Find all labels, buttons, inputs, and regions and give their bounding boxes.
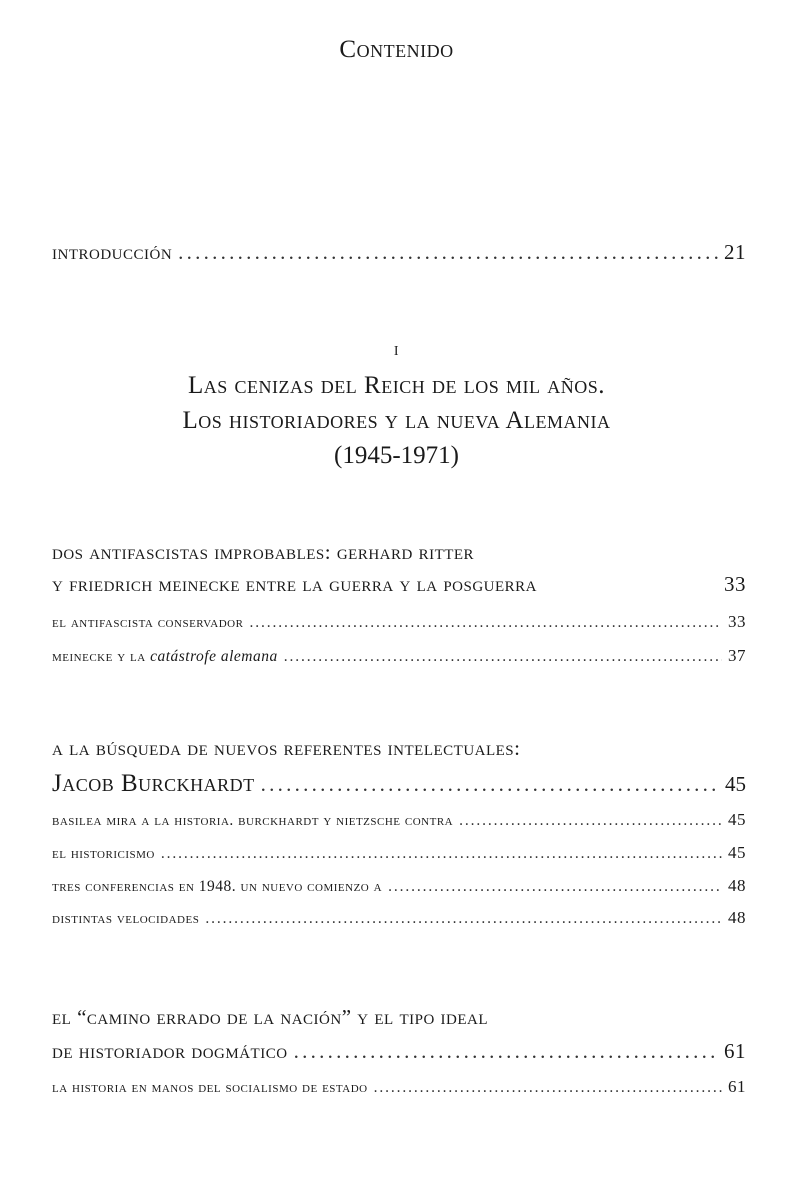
- toc-entry-label: distintas velocidades: [52, 910, 200, 927]
- leader-dots: [284, 648, 722, 666]
- toc-entry-label: introducción: [52, 240, 173, 264]
- toc-page-number: 33: [728, 612, 746, 631]
- leader-dots: [178, 240, 718, 265]
- leader-dots: [161, 845, 722, 863]
- chapter-title-line-2: Jacob Burckhardt: [52, 770, 255, 797]
- toc-page-number: 45: [728, 843, 746, 862]
- chapter-title-line-2: de historiador dogmático: [52, 1039, 288, 1063]
- toc-page-number: 61: [728, 1077, 746, 1096]
- leader-dots: [294, 1039, 718, 1064]
- leader-dots: [205, 910, 722, 928]
- toc-entry-label: el antifascista conservador: [52, 614, 244, 631]
- toc-entry-label: basilea mira a la historia. burckhardt y nietzsche contra: [52, 812, 454, 829]
- chapter-title-line-1[interactable]: el “camino errado de la nación” y el tipo ideal: [52, 1005, 489, 1029]
- page-title: Contenido: [339, 36, 454, 63]
- leader-dots: [459, 812, 722, 830]
- italic-title: catástrofe alemana: [150, 648, 278, 665]
- toc-page-number: 21: [724, 240, 746, 264]
- toc-entry-section[interactable]: [52, 908, 746, 928]
- part-title-line-1: Las cenizas del Reich de los mil años.: [188, 372, 605, 399]
- toc-entry-chapter-3[interactable]: [52, 1039, 746, 1064]
- toc-entry-introduction[interactable]: [52, 240, 746, 265]
- toc-entry-section[interactable]: [52, 843, 746, 863]
- toc-entry-chapter-1[interactable]: [52, 572, 746, 597]
- toc-entry-label: la historia en manos del socialismo de estado: [52, 1079, 368, 1096]
- leader-dots: [261, 772, 719, 797]
- toc-page-number: 33: [724, 572, 746, 596]
- toc-page-number: 45: [725, 772, 746, 796]
- toc-entry-section[interactable]: [52, 1077, 746, 1097]
- toc-entry-section[interactable]: [52, 612, 746, 632]
- leader-dots: [249, 614, 722, 632]
- chapter-title-line-1[interactable]: dos antifascistas improbables: gerhard ritter: [52, 540, 475, 564]
- part-title-line-2: Los historiadores y la nueva Alemania: [182, 407, 611, 434]
- toc-entry-section[interactable]: [52, 646, 746, 666]
- toc-page-number: 48: [728, 876, 746, 895]
- toc-page-number: 61: [724, 1039, 746, 1063]
- toc-page-number: 37: [728, 646, 746, 665]
- chapter-title-line-2: y friedrich meinecke entre la guerra y la posguerra: [52, 572, 538, 596]
- toc-entry-label: meinecke y la catástrofe alemana: [52, 648, 278, 665]
- toc-entry-label: tres conferencias en 1948. un nuevo comienzo a: [52, 878, 383, 895]
- leader-dots: [388, 878, 722, 896]
- toc-page-number: 45: [728, 810, 746, 829]
- toc-page-number: 48: [728, 908, 746, 927]
- toc-entry-chapter-2[interactable]: [52, 770, 746, 798]
- toc-entry-section[interactable]: [52, 876, 746, 896]
- toc-entry-section[interactable]: [52, 810, 746, 830]
- toc-entry-label: el historicismo: [52, 845, 155, 862]
- part-number: i: [393, 338, 400, 360]
- part-title-line-3: (1945-1971): [334, 442, 459, 469]
- leader-dots: [374, 1079, 722, 1097]
- chapter-title-line-1[interactable]: a la búsqueda de nuevos referentes intelectuales:: [52, 736, 521, 760]
